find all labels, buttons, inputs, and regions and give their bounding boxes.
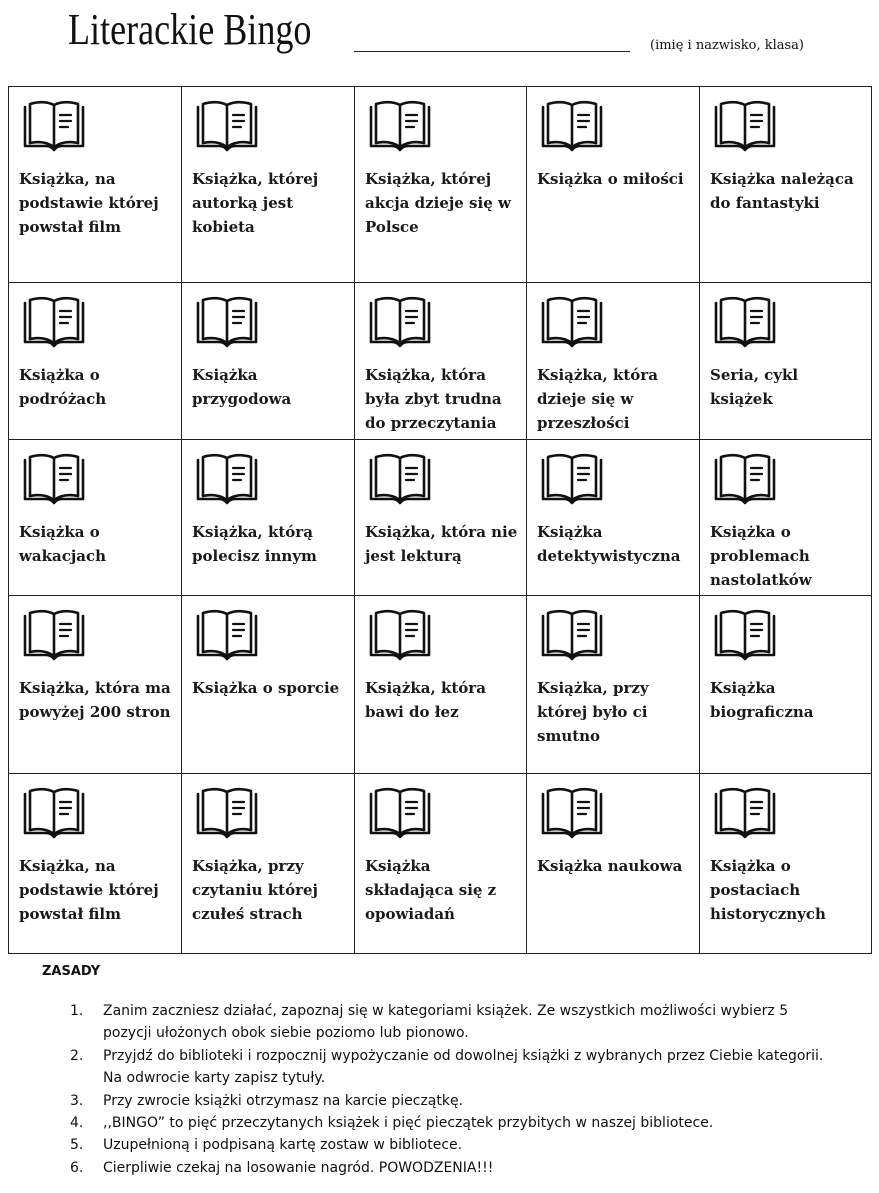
name-entry-line[interactable] — [354, 51, 630, 52]
rules-list — [70, 1000, 830, 1179]
bingo-cell-label: Seria, cykl książek — [710, 366, 799, 408]
bingo-cell[interactable] — [700, 283, 872, 440]
bingo-cell-label: Książka detektywistyczna — [537, 523, 681, 565]
rule-item — [70, 1090, 830, 1112]
bingo-cell[interactable] — [9, 774, 182, 954]
open-book-icon — [22, 450, 86, 506]
open-book-icon — [22, 606, 86, 662]
bingo-cell[interactable] — [527, 283, 700, 440]
bingo-cell-label: Książka, przy czytaniu której czułeś strach — [192, 857, 318, 923]
bingo-cell-content — [355, 87, 526, 239]
bingo-cell-label: Książka, która była zbyt trudna do przeczytania — [365, 366, 502, 432]
bingo-cell-label: Książka składająca się z opowiadań — [365, 857, 497, 923]
rule-text: Zanim zaczniesz działać, zapoznaj się w kategoriami książek. Ze wszystkich możliwości wybierz 5 pozycji ułożonych obok siebie poziomo lub pionowo. — [103, 1003, 789, 1042]
bingo-cell-label: Książka, która dzieje się w przeszłości — [537, 366, 658, 432]
bingo-cell-content — [700, 440, 871, 592]
open-book-icon — [195, 293, 259, 349]
bingo-cell[interactable] — [355, 774, 527, 954]
bingo-cell-label: Książka o problemach nastolatków — [710, 523, 812, 589]
bingo-cell[interactable] — [527, 87, 700, 283]
bingo-cell-label: Książka, która bawi do łez — [365, 679, 486, 721]
bingo-cell[interactable] — [182, 440, 355, 596]
bingo-cell-label: Książka biograficzna — [710, 679, 814, 721]
bingo-cell-content — [182, 440, 354, 568]
rule-text: Cierpliwie czekaj na losowanie nagród. POWODZENIA!!! — [103, 1159, 494, 1176]
bingo-cell[interactable] — [182, 596, 355, 774]
bingo-cell[interactable] — [700, 596, 872, 774]
bingo-cell-label: Książka o podróżach — [19, 366, 107, 408]
open-book-icon — [713, 97, 777, 153]
bingo-cell-content — [9, 87, 181, 239]
bingo-cell-label: Książka, na podstawie której powstał film — [19, 857, 159, 923]
bingo-cell-content — [700, 87, 871, 215]
bingo-cell-content — [9, 283, 181, 411]
open-book-icon — [540, 293, 604, 349]
open-book-icon — [195, 450, 259, 506]
rule-number: 2. — [70, 1047, 84, 1064]
rule-text: Przy zwrocie książki otrzymasz na karcie pieczątkę. — [103, 1092, 464, 1109]
bingo-cell-label: Książka, która ma powyżej 200 stron — [19, 679, 171, 721]
rule-number: 5. — [70, 1137, 84, 1154]
open-book-icon — [22, 97, 86, 153]
bingo-cell-content — [700, 283, 871, 411]
bingo-cell[interactable] — [9, 596, 182, 774]
bingo-cell-content — [182, 774, 354, 926]
bingo-cell-label: Książka, której akcja dzieje się w Polsce — [365, 170, 511, 236]
open-book-icon — [713, 784, 777, 840]
bingo-cell[interactable] — [355, 87, 527, 283]
rule-number: 3. — [70, 1092, 84, 1109]
rule-text: Przyjdź do biblioteki i rozpocznij wypożyczanie od dowolnej książki z wybranych przez Ciebie kategorii. Na odwrocie karty zapisz tytuły. — [103, 1047, 824, 1087]
rule-number: 6. — [70, 1159, 84, 1176]
bingo-cell-content — [527, 596, 699, 748]
bingo-cell[interactable] — [182, 283, 355, 440]
bingo-cell-content — [9, 774, 181, 926]
bingo-cell[interactable] — [700, 440, 872, 596]
bingo-cell-content — [700, 774, 871, 926]
open-book-icon — [540, 97, 604, 153]
open-book-icon — [22, 293, 86, 349]
bingo-cell-label: Książka, na podstawie której powstał film — [19, 170, 159, 236]
open-book-icon — [368, 606, 432, 662]
bingo-cell[interactable] — [355, 440, 527, 596]
open-book-icon — [540, 784, 604, 840]
rule-text: ,,BINGO” to pięć przeczytanych książek i pięć pieczątek przybitych w naszej bibliotece. — [103, 1115, 714, 1132]
bingo-cell[interactable] — [9, 440, 182, 596]
bingo-row — [9, 283, 872, 440]
rule-number: 1. — [70, 1003, 84, 1019]
open-book-icon — [713, 606, 777, 662]
bingo-cell[interactable] — [527, 774, 700, 954]
rule-item — [70, 1000, 830, 1045]
name-hint: (imię i nazwisko, klasa) — [650, 38, 805, 53]
rule-text: Uzupełnioną i podpisaną kartę zostaw w bibliotece. — [103, 1137, 463, 1154]
bingo-cell[interactable] — [527, 440, 700, 596]
bingo-cell-content — [9, 596, 181, 724]
page-title: Literackie Bingo — [68, 5, 312, 54]
bingo-cell-label: Książka należąca do fantastyki — [710, 170, 854, 212]
open-book-icon — [368, 97, 432, 153]
header — [0, 0, 879, 86]
bingo-cell-content — [527, 774, 699, 878]
bingo-cell-label: Książka, którą polecisz innym — [192, 523, 317, 565]
bingo-row — [9, 774, 872, 954]
bingo-cell-content — [355, 774, 526, 926]
bingo-cell-label: Książka o sporcie — [192, 679, 340, 697]
bingo-cell-content — [9, 440, 181, 568]
bingo-cell-label: Książka, której autorką jest kobieta — [192, 170, 319, 236]
rule-item — [70, 1157, 830, 1179]
bingo-cell-label: Książka o wakacjach — [19, 523, 107, 565]
rules-title: ZASADY — [42, 964, 101, 979]
bingo-cell-label: Książka naukowa — [537, 857, 683, 875]
bingo-cell[interactable] — [355, 596, 527, 774]
rule-item — [70, 1045, 830, 1090]
open-book-icon — [368, 784, 432, 840]
bingo-row — [9, 596, 872, 774]
bingo-cell-content — [527, 283, 699, 435]
bingo-cell[interactable] — [9, 87, 182, 283]
bingo-cell-content — [355, 440, 526, 568]
bingo-row — [9, 87, 872, 283]
bingo-cell-content — [527, 440, 699, 568]
open-book-icon — [195, 784, 259, 840]
bingo-cell-content — [182, 87, 354, 239]
bingo-cell-content — [700, 596, 871, 724]
open-book-icon — [195, 97, 259, 153]
open-book-icon — [713, 450, 777, 506]
open-book-icon — [22, 784, 86, 840]
bingo-cell-label: Książka, przy której było ci smutno — [537, 679, 649, 745]
bingo-cell[interactable] — [527, 596, 700, 774]
bingo-cell-label: Książka o postaciach historycznych — [710, 857, 826, 923]
bingo-cell-label: Książka, która nie jest lekturą — [365, 523, 518, 565]
open-book-icon — [195, 606, 259, 662]
bingo-cell[interactable] — [9, 283, 182, 440]
bingo-cell-content — [182, 596, 354, 700]
bingo-cell-content — [182, 283, 354, 411]
bingo-grid — [8, 86, 872, 954]
open-book-icon — [368, 450, 432, 506]
bingo-cell-content — [527, 87, 699, 191]
bingo-cell-content — [355, 596, 526, 724]
bingo-cell[interactable] — [182, 774, 355, 954]
open-book-icon — [368, 293, 432, 349]
open-book-icon — [540, 450, 604, 506]
bingo-cell-label: Książka o miłości — [537, 170, 684, 188]
open-book-icon — [540, 606, 604, 662]
bingo-cell[interactable] — [182, 87, 355, 283]
bingo-cell-content — [355, 283, 526, 435]
bingo-cell[interactable] — [700, 774, 872, 954]
bingo-row — [9, 440, 872, 596]
bingo-cell[interactable] — [700, 87, 872, 283]
bingo-cell-label: Książka przygodowa — [192, 366, 292, 408]
rule-item — [70, 1134, 830, 1156]
rule-item — [70, 1112, 830, 1134]
rule-number: 4. — [70, 1115, 84, 1132]
open-book-icon — [713, 293, 777, 349]
bingo-cell[interactable] — [355, 283, 527, 440]
